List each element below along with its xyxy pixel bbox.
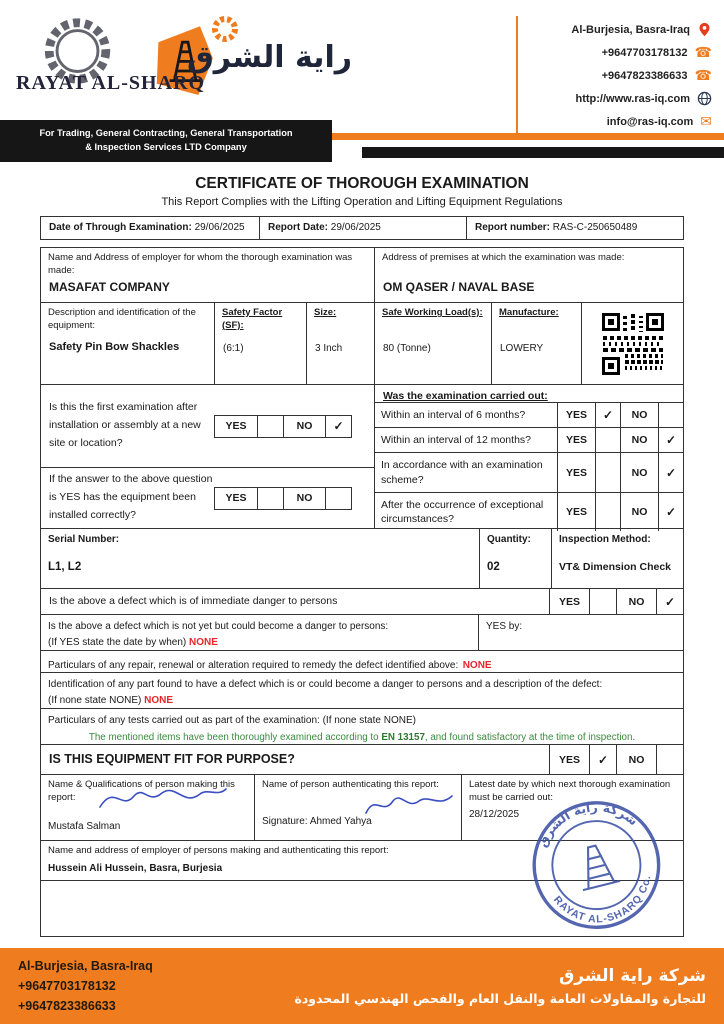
yes-label: YES (557, 453, 595, 491)
yes-label: YES (549, 745, 589, 774)
immediate-danger-text: Is the above a defect which is of immediate danger to persons (49, 595, 338, 607)
yes-label: YES (557, 493, 595, 531)
report-date-cell (259, 217, 466, 239)
footer-contact (18, 956, 153, 1016)
serial-cell (41, 529, 479, 588)
no-check-cell: ✓ (658, 428, 683, 452)
inspection-method-label: Inspection Method: (559, 534, 651, 545)
contact-info (516, 16, 724, 135)
future-danger-row (41, 614, 683, 650)
no-check-cell (658, 403, 683, 427)
manufacture-cell (491, 303, 581, 384)
quantity-label: Quantity: (487, 534, 531, 545)
authenticator-signature-text: Signature: Ahmed Yahya (262, 815, 372, 827)
footer-company (295, 966, 707, 1006)
tagline-line1: For Trading, General Contracting, General Transportation (39, 128, 293, 138)
serial-label: Serial Number: (48, 534, 120, 545)
yes-by-cell (478, 615, 683, 650)
serial-value: L1, L2 (48, 560, 82, 573)
company-name-ar: راية الشرق (186, 40, 352, 75)
yes-label: YES (225, 492, 247, 505)
authenticator-cell (254, 775, 461, 840)
no-label: NO (616, 745, 656, 774)
yes-label: YES (557, 403, 595, 427)
identification-hint: (If none state NONE) (48, 694, 142, 706)
signatory-employers-value: Hussein Ali Hussein, Basra, Burjesia (48, 862, 223, 874)
size-cell (306, 303, 374, 384)
phone-icon: ☎ (694, 67, 712, 84)
footer-phone2: +9647823386633 (18, 999, 116, 1013)
identification-row (41, 672, 683, 708)
no-check-cell (656, 745, 683, 774)
exceptional-circumstances-row (375, 492, 683, 531)
safety-factor-label: Safety Factor (SF): (222, 307, 283, 331)
footer-company-ar: شركة راية الشرق (559, 966, 706, 986)
swl-cell (374, 303, 491, 384)
stamp-company-ar: شركة راية الشرق (534, 799, 641, 850)
contact-email-row (518, 110, 724, 133)
safety-factor-value: (6:1) (223, 343, 244, 354)
immediate-danger-row (41, 588, 683, 614)
future-danger-cell (41, 615, 478, 650)
stamp-derrick-icon (573, 842, 620, 890)
company-tagline (0, 120, 332, 162)
future-danger-hint: (If YES state the date by when) (48, 636, 187, 648)
phone-icon: ☎ (694, 44, 712, 61)
fit-for-purpose-row (41, 744, 683, 774)
exam-date-label: Date of Through Examination: (49, 222, 192, 233)
contact-address-row (518, 18, 724, 41)
next-exam-date: 28/12/2025 (469, 808, 520, 820)
qr-cell (581, 303, 683, 384)
interval-6-months-text: Within an interval of 6 months? (381, 409, 526, 421)
exam-date-value: 29/06/2025 (194, 222, 245, 233)
manufacture-value: LOWERY (500, 343, 544, 354)
yes-check-cell (257, 488, 283, 509)
employer-name: MASAFAT COMPANY (49, 280, 170, 294)
equipment-description-cell (41, 303, 214, 384)
footer-tagline-ar: للتجارة والمقاولات العامة والنقل العام والفحص الهندسي المحدودة (294, 991, 706, 1006)
examination-scheme-text: In accordance with an examination scheme? (381, 459, 543, 486)
footer-phone1: +9647703178132 (18, 979, 116, 993)
size-value: 3 Inch (315, 343, 343, 354)
location-pin-icon (697, 22, 712, 37)
identification-cell (41, 673, 683, 708)
footer (0, 948, 724, 1024)
contact-phone1-row (518, 41, 724, 64)
inspection-method-cell (551, 529, 683, 588)
no-label: NO (616, 589, 656, 614)
authenticator-signature (363, 789, 455, 821)
repair-row (41, 650, 683, 672)
report-number-value: RAS-C-250650489 (552, 222, 638, 233)
examination-left (41, 385, 374, 528)
yes-check-cell (595, 493, 620, 531)
interval-6-months-row (375, 402, 683, 427)
size-label: Size: (314, 307, 337, 318)
serial-row (41, 528, 683, 588)
quantity-cell (479, 529, 551, 588)
yes-check-cell: ✓ (595, 403, 620, 427)
yes-by-label: YES by: (486, 621, 523, 632)
contact-address: Al-Burjesia, Basra-Iraq (571, 23, 690, 36)
no-label: NO (283, 488, 325, 509)
premises-label: Address of premises at which the examination was made: (382, 252, 625, 263)
report-date-value: 29/06/2025 (330, 222, 381, 233)
examination-right (374, 385, 683, 528)
contact-website-row (518, 87, 724, 110)
installed-correctly-text: If the answer to the above question is YES has the equipment been installed correctly? (49, 473, 213, 522)
report-number-cell (466, 217, 683, 239)
employer-cell (41, 248, 374, 302)
no-check-cell: ✓ (658, 453, 683, 491)
no-label: NO (283, 416, 325, 437)
yes-check-cell: ✓ (589, 745, 616, 774)
equipment-description-value: Safety Pin Bow Shackles (49, 341, 180, 353)
company-name-en: RAYAT AL-SHARQ (16, 72, 206, 94)
examination-scheme-row (375, 452, 683, 491)
first-examination-question (41, 385, 374, 467)
stamp-company-en: RAYAT AL-SHARQ Co. (550, 873, 654, 926)
swl-label: Safe Working Load(s): (382, 307, 483, 318)
interval-12-months-text: Within an interval of 12 months? (381, 434, 531, 447)
first-examination-text: Is this the first examination after installation or assembly at a new site or location? (49, 401, 201, 450)
tests-label: Particulars of any tests carried out as part of the examination: (If none state NONE) (48, 715, 416, 726)
authenticator-label: Name of person authenticating this report: (262, 779, 439, 790)
identification-hint-line (48, 693, 676, 709)
no-label: NO (620, 428, 658, 452)
email-icon: ✉ (700, 113, 712, 130)
manufacture-label: Manufacture: (499, 307, 559, 318)
equipment-row (41, 302, 683, 384)
repair-value: NONE (462, 660, 492, 671)
report-number-label: Report number: (475, 222, 550, 233)
examination-row (41, 384, 683, 528)
next-exam-label: Latest date by which next thorough examination must be carried out: (469, 779, 671, 803)
premises-cell (374, 248, 683, 302)
future-danger-value: NONE (189, 636, 218, 648)
maker-label: Name & Qualifications of person making this report: (48, 779, 235, 803)
exceptional-circumstances-text: After the occurrence of exceptional circumstances? (381, 498, 544, 525)
yes-check-cell (595, 453, 620, 491)
company-logo (12, 12, 352, 116)
maker-cell (41, 775, 254, 840)
footer-address: Al-Burjesia, Basra-Iraq (18, 959, 153, 973)
no-check-cell: ✓ (658, 493, 683, 531)
no-check-cell: ✓ (656, 589, 683, 614)
no-label: NO (620, 493, 658, 531)
yes-check-cell (589, 589, 616, 614)
repair-label: Particulars of any repair, renewal or alteration required to remedy the defect identified above: (48, 660, 459, 671)
contact-website: http://www.ras-iq.com (575, 92, 690, 105)
future-danger-hint-line (48, 635, 471, 651)
tests-note (48, 732, 676, 743)
inspection-method-value: VT& Dimension Check (559, 560, 672, 573)
tests-note-post: , and found satisfactory at the time of inspection. (424, 731, 636, 743)
interval-12-months-row (375, 427, 683, 452)
installed-correctly-question (41, 467, 374, 528)
globe-icon (697, 91, 712, 106)
contact-phone2: +9647823386633 (601, 69, 688, 82)
future-danger-text: Is the above a defect which is not yet but could become a danger to persons: (48, 621, 389, 632)
no-label: NO (620, 403, 658, 427)
contact-phone1: +9647703178132 (601, 46, 688, 59)
swl-value: 80 (Tonne) (383, 343, 431, 354)
tests-note-standard: EN 13157 (381, 731, 425, 743)
identification-label: Identification of any part found to have a defect which is or could become a danger to persons and a description of the defect: (48, 679, 603, 690)
equipment-description-label: Description and identification of the equipment: (48, 307, 196, 331)
no-check-cell: ✓ (325, 416, 351, 437)
contact-phone2-row (518, 64, 724, 87)
tests-note-pre: The mentioned items have been thoroughly examined according to (88, 731, 382, 743)
quantity-value: 02 (487, 560, 500, 573)
qr-code (601, 312, 665, 376)
certificate-subtitle: This Report Complies with the Lifting Operation and Lifting Equipment Regulations (161, 196, 563, 208)
black-stripe (362, 147, 724, 158)
yes-label: YES (225, 420, 247, 433)
header (0, 0, 724, 168)
installed-correctly-yesno (214, 487, 352, 510)
first-examination-yesno (214, 415, 352, 438)
maker-name: Mustafa Salman (48, 820, 121, 832)
tests-row (41, 708, 683, 744)
report-date-label: Report Date: (268, 222, 329, 233)
certificate-title: CERTIFICATE OF THOROUGH EXAMINATION (195, 175, 529, 192)
employer-label: Name and Address of employer for whom the thorough examination was made: (48, 252, 353, 276)
signatory-employers-label: Name and address of employer of persons making and authenticating this report: (48, 845, 389, 856)
exam-date-cell (41, 217, 259, 239)
contact-email: info@ras-iq.com (606, 115, 694, 128)
yes-label: YES (557, 428, 595, 452)
yes-label: YES (549, 589, 589, 614)
yes-check-cell (595, 428, 620, 452)
carried-out-heading: Was the examination carried out: (383, 390, 548, 402)
safety-factor-cell (214, 303, 306, 384)
tagline-line2: & Inspection Services LTD Company (85, 141, 247, 152)
fit-for-purpose-question: IS THIS EQUIPMENT FIT FOR PURPOSE? (49, 752, 295, 766)
identification-value: NONE (144, 694, 174, 706)
repair-cell (41, 651, 683, 672)
yes-check-cell (257, 416, 283, 437)
dates-row (40, 216, 684, 240)
premises-name: OM QASER / NAVAL BASE (383, 280, 535, 294)
tests-cell (41, 709, 683, 744)
parties-row (41, 248, 683, 302)
no-check-cell (325, 488, 351, 509)
no-label: NO (620, 453, 658, 491)
